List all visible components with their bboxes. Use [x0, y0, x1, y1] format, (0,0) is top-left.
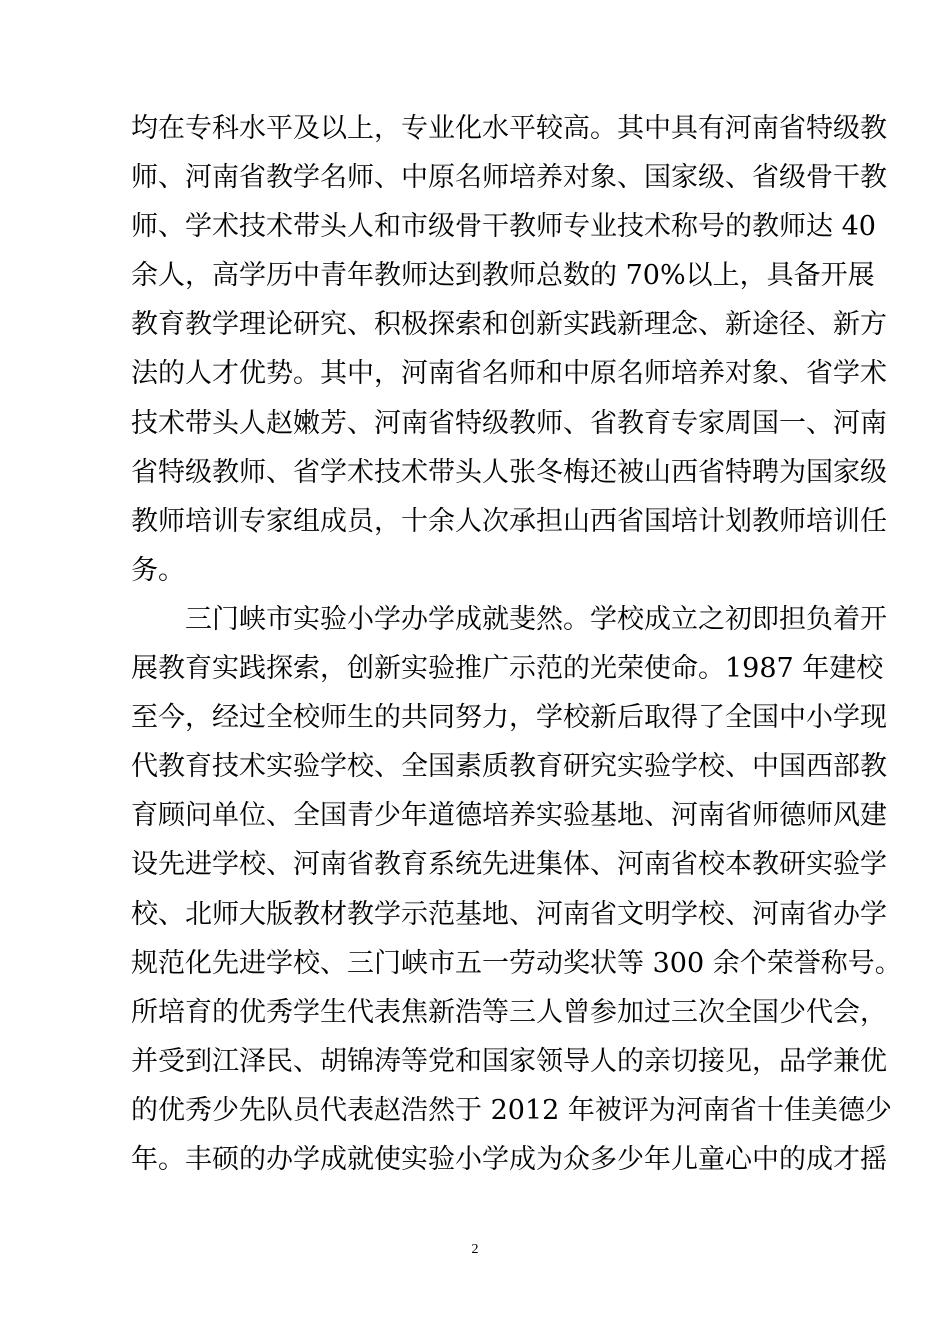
- text-line: 省特级教师、省学术技术带头人张冬梅还被山西省特聘为国家级: [131, 456, 887, 488]
- text-line: 教师培训专家组成员，十余人次承担山西省国培计划教师培训任: [131, 505, 887, 537]
- text-line: 育顾问单位、全国青少年道德培养实验基地、河南省师德师风建: [131, 800, 887, 832]
- page-number: 2: [471, 1242, 479, 1257]
- text-line: 余人，高学历中青年教师达到教师总数的 70%以上，具备开展: [131, 260, 875, 292]
- text-line: 法的人才优势。其中，河南省名师和中原名师培养对象、省学术: [131, 358, 887, 390]
- text-line: 师、河南省教学名师、中原名师培养对象、国家级、省级骨干教: [131, 162, 887, 194]
- text-line: 教育教学理论研究、积极探索和创新实践新理念、新途径、新方: [131, 309, 887, 341]
- text-line: 技术带头人赵嫩芳、河南省特级教师、省教育专家周国一、河南: [131, 407, 887, 439]
- text-line: 并受到江泽民、胡锦涛等党和国家领导人的亲切接见，品学兼优: [131, 1045, 887, 1077]
- text-line: 均在专科水平及以上，专业化水平较高。其中具有河南省特级教: [131, 113, 887, 144]
- text-line: 校、北师大版教材教学示范基地、河南省文明学校、河南省办学: [131, 898, 887, 930]
- paragraph-first-line: 三门峡市实验小学办学成就斐然。学校成立之初即担负着开: [185, 603, 887, 635]
- text-line: 设先进学校、河南省教育系统先进集体、河南省校本教研实验学: [131, 849, 887, 881]
- text-line: 至今，经过全校师生的共同努力，学校新后取得了全国中小学现: [131, 702, 887, 734]
- text-line: 的优秀少先队员代表赵浩然于 2012 年被评为河南省十佳美德少: [131, 1094, 892, 1126]
- text-line: 所培育的优秀学生代表焦新浩等三人曾参加过三次全国少代会，: [131, 996, 887, 1028]
- text-line: 展教育实践探索，创新实验推广示范的光荣使命。1987 年建校: [131, 653, 884, 685]
- text-line: 代教育技术实验学校、全国素质教育研究实验学校、中国西部教: [131, 751, 887, 783]
- text-line: 年。丰硕的办学成就使实验小学成为众多少年儿童心中的成才摇: [131, 1143, 887, 1175]
- text-line: 规范化先进学校、三门峡市五一劳动奖状等 300 余个荣誉称号。: [131, 947, 902, 979]
- text-line: 务。: [131, 554, 185, 586]
- text-line: 师、学术技术带头人和市级骨干教师专业技术称号的教师达 40: [131, 211, 876, 243]
- body-text: [131, 104, 902, 1184]
